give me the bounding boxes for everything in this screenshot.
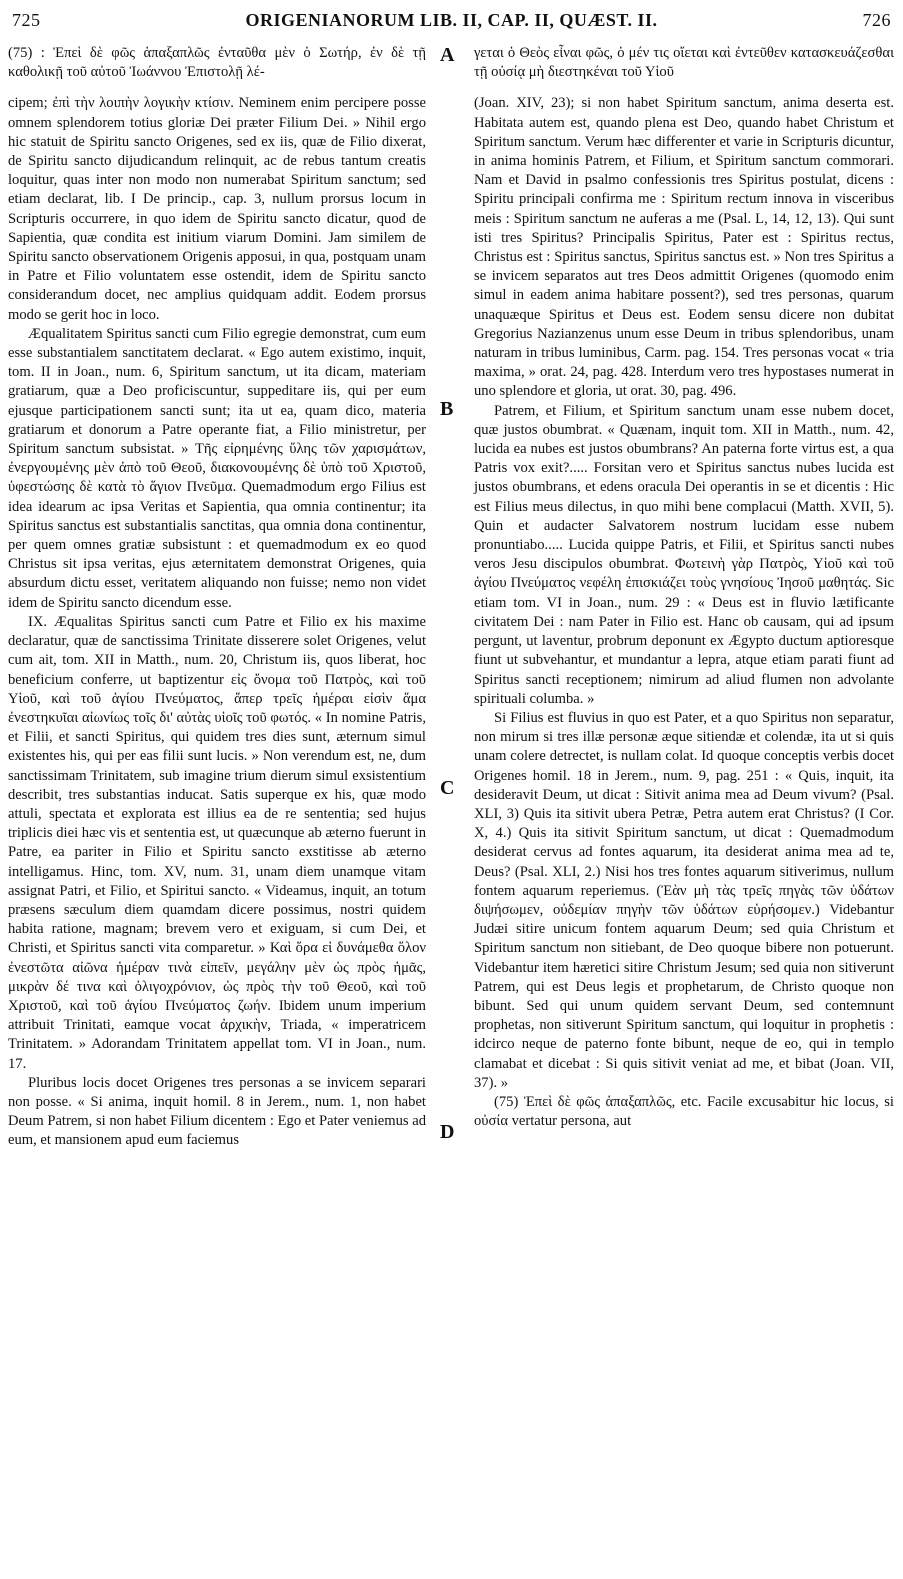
section-marker-a: A [440, 44, 455, 66]
footnote-greek-right: γεται ὁ Θεὸς εἶναι φῶς, ὁ μέν τις οἴεται καὶ ἐντεῦθεν κατασκευάζεσθαι τῇ οὐσίᾳ μὴ διεστηκέναι τοῦ Υἱοῦ [474, 45, 894, 81]
right-paragraph-1: (Joan. XIV, 23); si non habet Spiritum sanctum, anima deserta est. Habitata autem est, quando plena est Deo, quando habet Christum et Spiritum sanctum. Verum hæc differenter et varie in Scripturis dicuntur, in anima hominis Patrem, et Filium, et Spiritum sanctum commorari. Nam et David in psalmo confessionis tres Spiritus postulat, dicens : Spiritu principali confirma me : Spiritum rectum innova in visceribus meis : Spiritum sanctum ne auferas a me (Psal. L, 14, 12, 13). Qui sunt isti tres Spiritus? Principalis Spiritus, Pater est : Spiritus rectus, Christus est : Spiritus sanctus, Spiritus sanctus est. » Non tres Spiritus a se invicem separatos aut tres Deos admittit Origenes (quomodo enim simul in eadem anima habitare possent?), sed tres personas, quarum unaquæque Spiritus et Deus est. Eodem sensu dicere non dubitat Gregorius Nazianzenus unum esse Deum in tribus splendoribus, unam naturam in tribus luminibus, Carm. pag. 154. Tres personas vocat « tria maxima, » orat. 24, pag. 428. Interdum vero tres hypostases numerat in uno splendore et gloria, ut orat. 30, pag. 496. [474, 95, 894, 400]
left-column [8, 44, 426, 1151]
right-paragraph-3: Si Filius est fluvius in quo est Pater, et a quo Spiritus non separatur, non mirum si tres illæ personæ æque sitiendæ et colendæ, ita ut si quis unam colere detrectet, is nullam colat. Id quoque conceptis verbis docet Origenes homil. 18 in Jerem., num. 9, pag. 251 : « Quis, inquit, ita desideravit Deum, ut dicat : Sitivit anima mea ad Deum vivum? (Psal. XLI, 3) Quis ita sitivit ubera Petræ, Petra autem erat Christus? (I Cor. X, 4.) Quis ita sitivit Spiritum sanctum, ut dicat : Quemadmodum desiderat cervus ad fontes aquarum, ita desiderat anima mea ad te, Deus? (Psal. XLI, 2.) Nisi hos tres fontes aquarum sitiverimus, nullum fontem aquarum reperiemus. (Ἐὰν μὴ τὰς τρεῖς πηγὰς τῶν ὑδάτων διψήσωμεν, οὐδεμίαν πηγὴν τῶν ὑδάτων εὑρήσομεν.) Videbantur Judæi sitire unicum fontem aquarum Deum; sed quia Christum et Spiritum sanctum non sitiebant, de Deo quoque bibere non potuerunt. Videbantur item hæretici sitire Christum Jesum; sed quia non sitiverunt Patrem, qui est Deus legis et prophetarum, de Christo quoque non bibunt. Sed qui unum quidem servant Deum, sed contemnunt prophetas, non sitiverunt Spiritum sanctum, qui loquitur in prophetis : idcirco neque de paterno fonte bibunt, neque de eo, qui in templo clamabat et dicebat : Si quis sitivit veniat ad me, et bibat (Joan. VII, 37). » [474, 709, 894, 1091]
page-number-left: 725 [12, 10, 41, 30]
left-paragraph-3: IX. Æqualitas Spiritus sancti cum Patre et Filio ex his maxime declaratur, quæ de sanctissima Trinitate disserere solet Origenes, velut cum ait, tom. XII in Matth., num. 20, Christum iis, quos liberat, hoc beneficium conferre, ut baptizentur εἰς ὄνομα τοῦ Πατρὸς, καὶ τοῦ Υἱοῦ, καὶ τοῦ ἁγίου Πνεύματος, ἅπερ τρεῖς ἡμέραι εἰσὶν ἅμα ἐνεστηκυῖαι αἰωνίως τοῖς δι' αὐτὰς υἱοῖς τοῦ φωτός. « In nomine Patris, et Filii, et sancti Spiritus, qui quidem tres dies sunt, æternum simul existentes his, qui per eas filii sunt lucis. » Non verendum est, ne, dum sanctissimam Trinitatem, sub imagine trium dierum simul exsistentium describit, tres substantias inducat. Satis superque ex his, quæ modo attuli, spectata et explorata est illius ea de re sententia; sed hujus triplicis diei hæc vis et sententia est, ut quæcunque ab æterno fuerunt in Patre, ea pariter in Filio et Spiritu sancto exstitisse ab æterno intelligamus. Hinc, tom. XV, num. 31, unam diem unamque vitam assignat Patri, et Filio, et Spiritui sancto. « Videamus, inquit, an totum præsens sæculum diem quamdam dicere possimus, nostri quidem habita ratione, magnam; brevem vero et exiguam, si cum Dei, et Christi, et Spiritus sancti vita comparetur. » Καὶ ὅρα εἰ δυνάμεθα ὅλον ἐνεστῶτα αἰῶνα ἡμέραν τινὰ εἰπεῖν, μεγάλην μὲν ὡς πρὸς ἡμᾶς, μικρὰν δέ τινα καὶ ὀλιγοχρόνιον, ὡς πρὸς τὴν τοῦ Θεοῦ, καὶ τοῦ Χριστοῦ, καὶ τοῦ ἁγίου Πνεύματος ζωήν. Ibidem unum imperium attribuit Trinitati, eamque vocat ἀρχικὴν, Triada, « imperatricem Trinitatem. » Adorandam Trinitatem appellat tom. VI in Joan., num. 17. [8, 613, 426, 1072]
left-paragraph-2: Æqualitatem Spiritus sancti cum Filio egregie demonstrat, cum eum esse substantialem sanctitatem declarat. « Ego autem existimo, inquit, tom. II in Joan., num. 6, Spiritum sanctum, ut ita dicam, materiam gratiarum, quæ a Deo proficiscuntur, suppeditare iis, qui per eum ejusque participationem sancti sunt; ita ut ea, quam dico, materia gratiarum et donorum a Patre operante fiat, a Filio ministretur, per Spiritum sanctum subsistat. » Τῆς εἰρημένης ὕλης τῶν χαρισμάτων, ἐνεργουμένης μὲν ἀπὸ τοῦ Θεοῦ, διακονουμένης δὲ ὑπὸ τοῦ Χριστοῦ, ὑφεστώσης δὲ κατὰ τὸ ἅγιον Πνεῦμα. Quemadmodum ergo Filius est idea idearum ac ipsa Veritas et Sapientia, qua omnia continentur; ita Spiritus sanctus est substantialis sanctitas, qua omnia dona continentur, per quem omnes gratiæ subsistunt : et quemadmodum ex eo quod Christus sit ipsa veritas, ejus æternitatem demonstrat Origenes, quia absurdum dictu esset, veritatem aliquando non fuisse; nemo non videt idem de Spiritu sancto dicendum esse. [8, 325, 426, 611]
right-paragraph-4: (75) Ἐπεὶ δὲ φῶς ἁπαξαπλῶς, etc. Facile excusabitur hic locus, si οὐσία vertatur persona, aut [474, 1093, 894, 1130]
running-header [12, 10, 891, 36]
running-title: ORIGENIANORUM LIB. II, CAP. II, QUÆST. II. [245, 10, 658, 30]
page-number-right: 726 [862, 10, 891, 30]
right-column [474, 44, 894, 1131]
right-paragraph-2: Patrem, et Filium, et Spiritum sanctum unam esse nubem docet, quæ justos obumbrat. « Quænam, inquit tom. XII in Matth., num. 42, lucida ea nubes est justos obumbrans? An paterna forte virtus est, a qua Patris vox exit?..... Forsitan vero et Spiritus sanctus nubes lucida est justos obumbrans, et edens oracula Dei operantis in se et dicentis : Hic est Filius meus dilectus, in quo mihi bene complacui (Matth. XVII, 5). Quin et audacter Salvatorem nostrum lucidam esse nubem pronuntiabo..... Lucida quippe Patris, et Filii, et Spiritus sancti nubes veros Jesu discipulos obumbrat. Φωτεινὴ γὰρ Πατρὸς, Υἱοῦ καὶ τοῦ ἁγίου Πνεύματος νεφέλη ἐπισκιάζει τοὺς γνησίους Ἰησοῦ μαθητάς. Sic etiam tom. VI in Joan., num. 29 : « Deus est in fluvio lætificante civitatem Dei : nam Pater in Filio est. Hanc ob causam, qui ad ipsum pergunt, ut laventur, probrum deponunt ex Ægypto ductum aptioresque fiunt ut subvehantur, et mundantur a lepra, atque etiam parati fiunt ad Spiritus sancti receptionem; nimirum ad aliud flumen non advolante spirituali columba. » [474, 402, 894, 707]
section-marker-b: B [440, 398, 454, 420]
section-marker-c: C [440, 777, 455, 799]
section-marker-d: D [440, 1121, 455, 1143]
left-paragraph-4: Pluribus locis docet Origenes tres personas a se invicem separari non posse. « Si anima, inquit homil. 8 in Jerem., num. 1, non habet Deum Patrem, si non habet Filium dicentem : Ego et Pater veniemus ad eum, et mansionem apud eum faciemus [8, 1074, 426, 1149]
footnote-greek-left: (75) : Ἐπεὶ δὲ φῶς ἁπαξαπλῶς ἐνταῦθα μὲν ὁ Σωτήρ, ἐν δὲ τῇ καθολικῇ τοῦ αὐτοῦ Ἰωάννου Ἐπιστολῇ λέ- [8, 45, 426, 81]
left-paragraph-1: cipem; ἐπὶ τὴν λοιπὴν λογικὴν κτίσιν. Neminem enim percipere posse omnem splendorem totius gloriæ Dei præter Filium Dei. » Nihil ergo hic statuit de Spiritu sancto Origenes, sed ex iis, quæ de Filio dixerat, de Spiritu sancto dijudicandum relinquit, ac de rebus tantum creatis loquitur, quas inter non modo non numerabat Spiritum sanctum; sed etiam declarat, lib. I De princip., cap. 3, nullum prorsus locum in Scripturis occurrere, in quo idem de Spiritu sancto dicatur, quod de Sapientia, quæ condita est initium viarum Domini. Jam similem de Spiritu sancto observationem Origenis apposui, in qua, postquam unam in Patre et Filio voluntatem esse ostendit, idem de Spiritu sancto considerandum docet, nec amplius quidquam addit. Eodem prorsus modo se gerit hoc in loco. [8, 95, 426, 323]
